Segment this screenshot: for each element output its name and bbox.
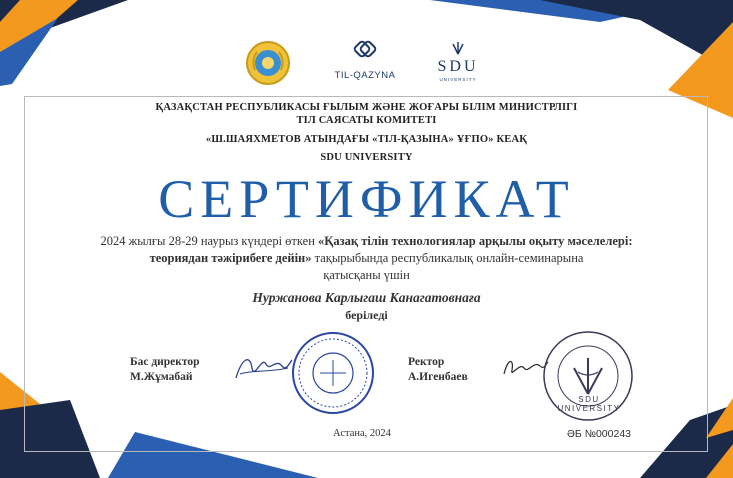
sdu-logo-text: SDU: [437, 58, 479, 75]
left-signatory-name: М.Жұмабай: [130, 371, 193, 383]
left-official-stamp-icon: [290, 330, 376, 416]
right-signatory-name: А.Игенбаев: [408, 371, 468, 383]
kazakhstan-emblem-icon: [245, 40, 291, 86]
body-line-1: [0, 233, 733, 250]
left-signature-icon: [232, 348, 294, 386]
header-line-2: ТІЛ САЯСАТЫ КОМИТЕТІ: [296, 115, 437, 126]
header-line-1: ҚАЗАҚСТАН РЕСПУБЛИКАСЫ ҒЫЛЫМ ЖӘНЕ ЖОҒАРЫ БІЛІМ МИНИСТРЛІГІ: [155, 102, 578, 113]
body-post: тақырыбында республикалық онлайн-семинарына: [311, 251, 584, 265]
left-signatory: [130, 355, 200, 385]
til-qazyna-logo: [325, 40, 405, 86]
sdu-logo: [428, 40, 488, 86]
sdu-logo-subtext: UNIVERSITY: [439, 77, 477, 82]
body-pre: 2024 жылғы 28-29 наурыз күндері өткен: [100, 234, 319, 248]
right-signatory-title: Ректор: [408, 356, 445, 368]
header-line-3: «Ш.ШАЯХМЕТОВ АТЫНДАҒЫ «ТІЛ-ҚАЗЫНА» ҰҒПО» КЕАҚ: [205, 134, 528, 145]
body-line-3: қатысқаны үшін: [323, 268, 410, 282]
footer-place-year: Астана, 2024: [333, 428, 391, 439]
til-qazyna-icon: [353, 40, 377, 64]
til-qazyna-text: TIL-QAZYNA: [334, 70, 396, 81]
recipient-name: Нуржанова Карлыгаш Канагатовнаға: [252, 290, 481, 305]
body-topic-a: «Қазақ тілін технологиялар арқылы оқыту мәселелері:: [318, 234, 633, 248]
sdu-stamp-text: SDU UNIVERSITY: [557, 395, 621, 413]
footer-serial-number: ӘБ №000243: [567, 428, 632, 440]
right-signatory: [408, 355, 468, 385]
certificate-title: СЕРТИФИКАТ: [158, 169, 575, 229]
left-signatory-title: Бас директор: [130, 356, 200, 368]
sdu-crest-icon: [450, 40, 466, 56]
body-line-2: [0, 250, 733, 267]
body-topic-b: теориядан тәжірибеге дейін»: [149, 251, 312, 265]
header-line-4: SDU UNIVERSITY: [320, 152, 413, 163]
given-text: беріледі: [345, 308, 388, 322]
